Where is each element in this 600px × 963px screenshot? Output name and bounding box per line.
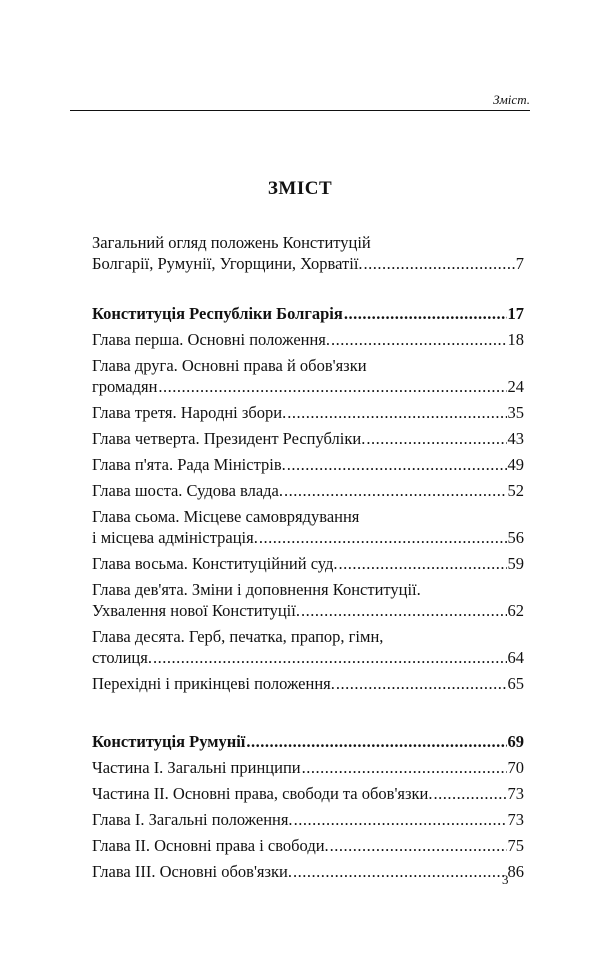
toc-entry[interactable] [92, 506, 524, 548]
toc-entry[interactable] [92, 553, 524, 574]
toc-entry[interactable] [92, 355, 524, 397]
toc-entry-label: Перехідні і прикінцеві положення. [92, 674, 335, 693]
toc-entry-label: столиця. [92, 648, 152, 667]
dot-leader [344, 303, 507, 324]
dot-leader [287, 454, 507, 475]
toc-entry[interactable] [92, 454, 524, 475]
dot-leader [434, 783, 507, 804]
toc-page-number: 86 [507, 862, 524, 881]
toc-entry-label: Конституція Румунії [92, 732, 246, 751]
toc-page-number: 52 [507, 481, 524, 500]
dot-leader [330, 835, 507, 856]
dot-leader [336, 673, 507, 694]
dot-leader [259, 527, 507, 548]
toc-entry-label: Глава п'ята. Рада Міністрів. [92, 455, 286, 474]
dot-leader [301, 600, 507, 621]
toc-entry[interactable] [92, 329, 524, 350]
toc-entry-label: Частина І. Загальні принципи [92, 758, 301, 777]
dot-leader [339, 553, 507, 574]
toc-page-number: 24 [507, 377, 524, 396]
toc-entry-label: Глава третя. Народні збори. [92, 403, 287, 422]
toc-entry[interactable] [92, 835, 524, 856]
running-head: Зміст. [493, 92, 530, 107]
toc-entry-label: Болгарії, Румунії, Угорщини, Хорватії. [92, 254, 363, 273]
toc-entry[interactable] [92, 783, 524, 804]
toc-entry-label: громадян [92, 377, 158, 396]
toc-entry-label: Конституція Республіки Болгарія [92, 304, 343, 323]
toc-entry-label: Глава перша. Основні положення. [92, 330, 331, 349]
toc-page-number: 59 [507, 554, 524, 573]
toc-entry-label: Частина II. Основні права, свободи та обов'язки. [92, 784, 433, 803]
table-of-contents [92, 232, 524, 882]
toc-page-number: 70 [507, 758, 524, 777]
toc-entry-first-line: Глава дев'ята. Зміни і доповнення Конституції. [92, 580, 421, 599]
toc-page-number: 7 [515, 254, 524, 273]
toc-page-number: 43 [507, 429, 524, 448]
toc-entry-label: і місцева адміністрація. [92, 528, 258, 547]
toc-entry[interactable] [92, 579, 524, 621]
toc-entry-first-line: Глава десята. Герб, печатка, прапор, гімн, [92, 627, 384, 646]
dot-leader [284, 480, 507, 501]
toc-entry[interactable] [92, 861, 524, 882]
toc-entry-label: Глава І. Загальні положення. [92, 810, 293, 829]
toc-entry-label: Глава II. Основні права і свободи. [92, 836, 329, 855]
toc-page-number: 64 [507, 648, 524, 667]
toc-entry[interactable] [92, 757, 524, 778]
toc-page-number: 75 [507, 836, 524, 855]
toc-section-heading[interactable] [92, 731, 524, 752]
toc-entry-label: Глава шоста. Судова влада. [92, 481, 283, 500]
toc-page-number: 65 [507, 674, 524, 693]
dot-leader [153, 647, 507, 668]
toc-entry-label: Глава восьма. Конституційний суд. [92, 554, 338, 573]
dot-leader [293, 861, 507, 882]
dot-leader [294, 809, 507, 830]
toc-entry-label: Глава четверта. Президент Республіки. [92, 429, 366, 448]
dot-leader [158, 376, 506, 397]
toc-entry[interactable] [92, 428, 524, 449]
dot-leader [246, 731, 506, 752]
toc-section-heading[interactable] [92, 303, 524, 324]
toc-entry[interactable] [92, 232, 524, 274]
toc-page-number: 49 [507, 455, 524, 474]
toc-entry[interactable] [92, 480, 524, 501]
toc-entry[interactable] [92, 626, 524, 668]
toc-page-number: 73 [507, 784, 524, 803]
toc-page-number: 69 [507, 732, 524, 751]
toc-page-number: 17 [507, 304, 524, 323]
toc-entry-first-line: Загальний огляд положень Конституцій [92, 233, 371, 252]
toc-entry-label: Ухвалення нової Конституції. [92, 601, 300, 620]
toc-page-number: 56 [507, 528, 524, 547]
toc-entry[interactable] [92, 809, 524, 830]
toc-entry-first-line: Глава сьома. Місцеве самоврядування [92, 507, 360, 526]
toc-entry-label: Глава III. Основні обов'язки. [92, 862, 292, 881]
page-title: ЗМІСТ [267, 178, 333, 199]
header-rule [70, 110, 530, 111]
toc-page-number: 35 [507, 403, 524, 422]
dot-leader [302, 757, 507, 778]
toc-entry[interactable] [92, 402, 524, 423]
dot-leader [366, 428, 506, 449]
toc-page-number: 18 [507, 330, 524, 349]
toc-entry-first-line: Глава друга. Основні права й обов'язки [92, 356, 367, 375]
toc-entry[interactable] [92, 673, 524, 694]
page-number: 3 [502, 872, 509, 887]
toc-page-number: 62 [507, 601, 524, 620]
dot-leader [287, 402, 506, 423]
dot-leader [331, 329, 506, 350]
toc-page-number: 73 [507, 810, 524, 829]
dot-leader [364, 253, 515, 274]
